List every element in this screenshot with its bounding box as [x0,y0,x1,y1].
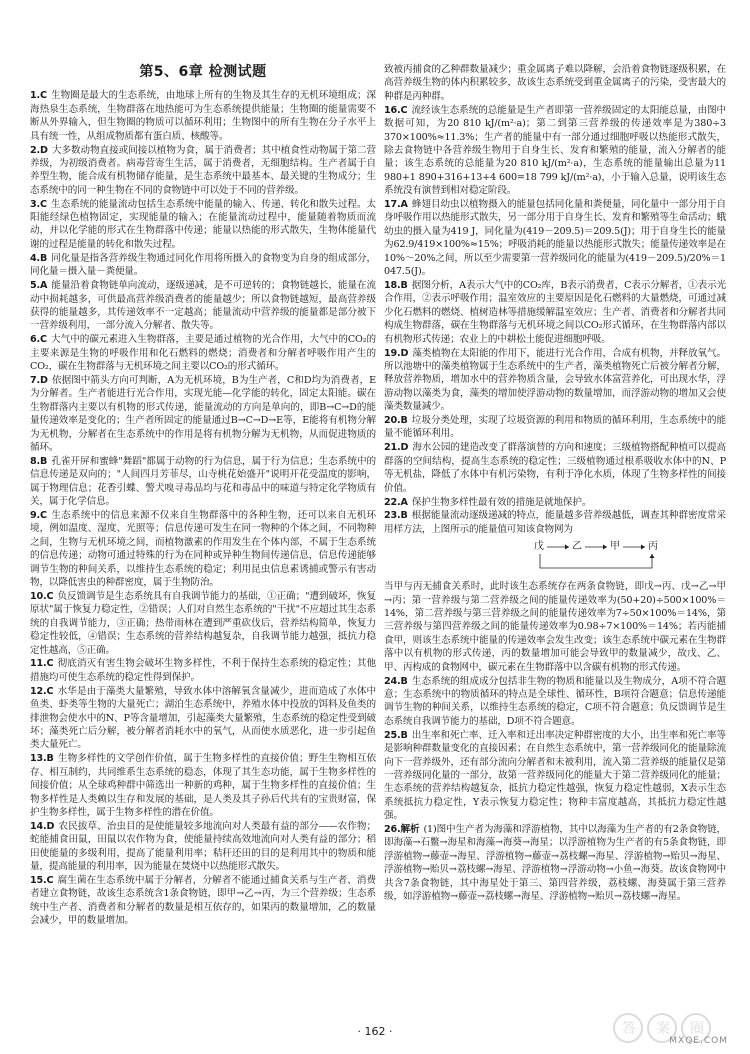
food-web-node: 戊 [534,541,544,553]
answer-item [384,104,726,198]
answer-item [384,580,726,674]
answer-number: 18.B [384,280,408,291]
answer-item [384,414,726,441]
answer-item [384,509,726,536]
answer-number: 10.C [30,590,54,602]
answer-number: 9.C [30,510,47,521]
answer-text: 生态系统的能量流动包括生态系统中能量的输入、传递、转化和散失过程。太阳能经绿色植物固定，实现能量的输入；在能量流动过程中，能量随着物质而流动，并以化学能的形式在生物群落中传递；能量以热能的形式散失，生物体能量代谢的过程是能量的转化和散失过程。 [30,198,376,250]
answer-number: 1.C [30,90,47,102]
answer-text: 据图分析，A表示大气中的CO₂库，B表示消费者，C表示分解者，①表示光合作用，②表示呼吸作用；温室效应的主要原因是化石燃料的大量燃烧，可通过减少化石燃料的燃烧、植树造林等措施缓解温室效应；生产者、消费者和分解者共同构成生物群落，碳在生物群落与无机环境之间以CO₂形式循环，在生物群落内部以有机物形式传递；农业上的中耕松土能促进细胞呼吸。 [384,280,726,345]
answer-text: 负反馈调节是生态系统具有自我调节能力的基础，①正确；"遭到破坏，恢复原状"属于恢复力稳定性，②错误；人们对自然生态系统的"干扰"不应超过其生态系统的自我调节能力，③正确；热带雨林在遭到严重砍伐后，营养结构简单，恢复力稳定性较低，④错误；生态系统的营养结构越复杂，自我调节能力越强，抵抗力稳定性越高，⑤正确。 [30,590,376,656]
answer-number: 6.C [30,334,47,346]
answer-number: 25.B [384,729,408,741]
answer-item [30,455,376,509]
answer-item [30,279,376,333]
answer-text: 同化量是指各营养级生物通过同化作用将所摄入的食物变为自身的组成部分，同化量＝摄入量－粪便量。 [30,252,376,278]
answer-item [30,89,376,143]
answer-text: 生物圈是最大的生态系统，由地球上所有的生物及其生存的无机环境组成；深海热泉生态系统，生物群落在地热能可为生态系统提供能量；生物圈的能量需要不断从外界输入，但生物圈的物质可以循环利用；生物图中的所有生物在分子水平上具有统一性，从组成物质都有蛋白质、核酸等。 [30,90,376,142]
answer-text: 藻类植物在太阳能的作用下，能进行光合作用，合成有机物，并释放氧气。所以池塘中的藻类植物属于生态系统中的生产者，藻类植物死亡后被分解者分解，释放营养物质，增加水中的营养物质含量，会导致水体富营养化，可出现水华，浮游动物以藻类为食，藻类的增加使浮游动物的数量增加，而浮游动物的增加又会使藻类数量减少。 [384,347,726,413]
answer-item [30,198,376,252]
page-title: 第5、6章 检测试题 [139,64,267,80]
answer-item [30,509,376,589]
food-web-node: 乙 [572,541,582,553]
answer-text: 当甲与丙无捕食关系时，此时该生态系统存在两条食物链，即戊→丙、戊→乙→甲→丙；第一营养级与第二营养级之间的能量传递效率为(50+20)÷500×100%＝14%，第二营养级与第三营养级之间的能量传递效率为7÷50×100%＝14%，第三营养级与第四营养级之间的能量传递效率为0.98÷7×100%＝14%；若丙能捕食甲，则该生态系统中能量的传递效率会发生改变；该生态系统中碳元素在生物群落中以有机物的形式传递，丙的数量增加可能会导致甲的数量减少，故戊、乙、甲、丙构成的食物网中，碳元素在生物群落中以含碳有机物的形式传递。 [384,581,726,673]
answer-number: 20.B [384,415,408,427]
answer-text: 彻底消灭有害生物会破坏生物多样性，不利于保持生态系统的稳定性；其他措施均可使生态系统的稳定性得到保护。 [30,658,376,683]
answer-text: 生物多样性的文学创作价值，属于生物多样性的直接价值；野生生物相互依存、相互制约，共同维系生态系统的稳态，体现了其生态功能，属于生物多样性的间接价值；从全球鸡种群中筛选出一种新的鸡种，属于生物多样性的直接价值；生物多样性是人类赖以生存和发展的基础，是人类及其子孙后代共有的宝贵财富，保护生物多样性，属于生物多样性的潜在价值。 [30,753,376,818]
answer-item [384,198,726,278]
answer-number: 8.B [30,455,48,467]
answer-text: 生态系统中的信息来源不仅来自生物群落中的各种生物，还可以来自无机环境，例如温度、湿度、光照等；信息传递可发生在同一物种的个体之间，不同物种之间，生物与无机环境之间，而植物激素的作用发生在个体内部，不属于生态系统的信息传递；动物可通过特殊的行为在同种或异种生物间传递信息，信息传递能够调节生物的种间关系，以维持生态系统的稳定；利用昆虫信息素诱捕或警示有害动物，以降低害虫的种群密度，属于生物防治。 [30,510,376,589]
answer-item [30,252,376,279]
answer-number: 24.B [384,675,408,687]
answer-number: 7.D [30,374,48,386]
answer-item [384,823,726,903]
food-web-node: 甲 [610,541,620,553]
answer-number: 16.C [384,104,408,116]
answer-number: 15.C [30,874,54,886]
answer-number: 26.解析 [384,824,420,836]
answer-text: 大多数动物直接或间接以植物为食，属于消费者；其中植食性动物属于第二营养级，为初级消费者。病毒营寄生生活，属于消费者，无细胞结构。生产者属于自养型生物，能合成有机物储存能量，是生态系统中最基本、最关键的生物成分；生态系统中的同一种生物在不同的食物链中可以处于不同的营养级。 [30,144,376,196]
answer-number: 5.A [30,280,48,292]
answer-number: 13.B [30,753,54,765]
answer-number: 22.A [384,496,408,508]
answer-text: 海水公园的建造改变了群落演替的方向和速度；三级植物搭配种植可以提高群落的空间结构，提高生态系统的稳定性；三级植物通过根系吸收水体中的N、P等无机盐，降低了水体中有机污染物，有利于净化水质，体现了生物多样性的间接价值。 [384,442,726,494]
answer-item [30,590,376,657]
answer-item [384,279,726,346]
answer-list-right [384,63,726,903]
answer-text: 根据能量流动逐级递减的特点，能量越多营养级越低，调查其种群密度常采用样方法，上图所示的能量值可知该食物网为 [384,510,726,535]
answer-item [384,675,726,729]
answer-text: 腐生菌在生态系统中属于分解者，分解者不能通过捕食关系与生产者、消费者建立食物链，故该生态系统含1条食物链，即甲→乙→丙，为三个营养级；生态系统中生产者、消费者和分解者的数量是相互依存的，如果丙的数量增加，乙的数量会减少，甲的数量增加。 [30,874,376,927]
answer-item [384,496,726,509]
food-web-diagram [384,538,726,578]
answer-text: 大气中的碳元素进入生物群落，主要是通过植物的光合作用，大气中的CO₂的主要来源是生物的呼吸作用和化石燃料的燃烧；消费者和分解者呼吸作用产生的CO₂，碳在生物群落与无机环境之间主要以CO₂的形式循环。 [30,334,376,373]
page-number: · 162 · [357,1025,393,1038]
answer-text: 出生率和死亡率、迁入率和迁出率决定种群密度的大小，出生率和死亡率等是影响种群数量变化的直接因素；在自然生态系统中，第一营养级同化的能量除流向下一营养级外，还有部分流向分解者和未被利用，流入第二营养级的能量仅是第一营养级同化量的一部分，故第一营养级同化的能量大于第二营养级同化的能量；生态系统的营养结构越复杂，抵抗力稳定性越强，恢复力稳定性越弱，X表示生态系统抵抗力稳定性，Y表示恢复力稳定性；物种丰富度越高，其抵抗力稳定性越强。 [384,729,726,822]
answer-item [30,333,376,373]
answer-number: 2.D [30,144,48,156]
answer-text: 流经该生态系统的总能量是生产者即第一营养级固定的太阳能总量，由图中数据可知，为20 810 kJ/(m²·a)；第二到第三营养级的传递效率是为380÷3 370×100%≈11.3%；生产者的能量中有一部分通过细胞呼吸以热能形式散失，除去食物链中各营养级生物用于自身生长、发育和繁殖的能量，流入分解者的能量；该生态系统的总能量为20 810 kJ/(m²·a)，生态系统的能量输出总量为11 980+1 890+316+13+4 600=18 799 kJ/(m²·a)，小于输入总量，说明该生态系统没有演替到相对稳定阶段。 [384,104,726,197]
answer-text: 水华是由于藻类大量繁殖，导致水体中溶解氧含量减少，进而造成了水体中鱼类、虾类等生物的大量死亡；湖泊生态系统中，养殖水体中投放的饵料及鱼类的排泄物会使水中的N、P等含量增加，引起藻类大量繁殖，生态系统的稳定性受到破坏；藻类死亡后分解，被分解者消耗水中的氧气，从而使水质恶化，进一步引起鱼类大量死亡。 [30,685,376,751]
answer-text: 生态系统的组成成分包括非生物的物质和能量以及生物成分，A项不符合题意；生态系统中的物质循环的特点是全球性、循环性，B项符合题意；信息传递能调节生物的种间关系，以维持生态系统的稳定，C项不符合题意；负反馈调节是生态系统自我调节能力的基础，D项不符合题意。 [384,675,726,727]
answer-text: 能量沿着食物链单向流动，逐级递减，是不可逆转的；食物链越长，能量在流动中损耗越多，可供最高营养级消费者的能量越少；所以食物链越短，最高营养级获得的能量越多，其传递效率不一定越高；能量流动中营养级的能量都是部分被下一营养级利用，一部分流入分解者、散失等。 [30,280,376,332]
answer-text: 保护生物多样性最有效的措施是就地保护。 [411,496,592,508]
food-web-node: 丙 [648,541,658,553]
answer-text: 依据图中箭头方向可判断，A为无机环境，B为生产者，C和D均为消费者，E为分解者。生产者能进行光合作用，实现光能—化学能的转化，固定太阳能。碳在生物群落内主要以有机物的形式传递，能量流动的方向是单向的，即B→C→D的能量传递效率是变化的；生产者所固定的能量通过B→C→D→E等，E能将有机物分解为无机物，分解者在生态系统中的作用是将有机物分解为无机物，从而促进物质的循环。 [30,374,376,453]
answer-list-left [30,89,376,927]
answer-number: 3.C [30,198,47,210]
answer-number: 21.D [384,442,409,454]
svg-text:圈: 圈 [690,1021,704,1037]
answer-item [30,657,376,684]
answer-item [384,441,726,495]
answer-number: 23.B [384,510,408,522]
answer-text: 致被丙捕食的乙种群数量减少；重金属离子难以降解，会沿着食物链逐级积累，在高营养级生物的体内积累较多，故该生态系统受到重金属离子的污染，受害最大的种群是丙种群。 [384,64,726,102]
answer-text: 农民拔草、治虫目的是使能量较多地流向对人类最有益的部分——农作物；蛇能捕食田鼠，田鼠以农作物为食，使能量持续高效地流向对人类有益的部分；稻田使能量的多级利用，提高了能量利用率；秸秆还田的目的是利用其中的物质和能量，提高能量的利用率，因为能量在焚烧中以热能形式散失。 [30,820,376,873]
right-column [384,0,726,904]
svg-text:案: 案 [656,1021,670,1037]
left-column [30,0,376,928]
answer-text: 垃圾分类处理，实现了垃圾资源的利用和物质的循环利用，生态系统中的能量不能循环利用。 [384,415,726,440]
answer-number: 11.C [30,658,54,670]
answer-number: 4.B [30,252,48,264]
food-web-arrows [384,538,684,578]
answer-item [30,752,376,819]
answer-item [30,874,376,928]
watermark-text: MXQE.COM [669,1036,728,1046]
answer-item [30,685,376,752]
answer-text: 蜂翅目幼虫以植物摄入的能量包括同化量和粪便量，同化量中一部分用于自身呼吸作用以热能形式散失，另一部分用于自身生长、发育和繁殖等生命活动；蛾幼虫的摄入量为419 J，同化量为(419－209.5)＝209.5(J)；用于自身生长的能量为62.9/419×100%≈15%；呼吸消耗的能量以热能形式散失；能量传递效率是在10%～20%之间，所以至少需要第一营养级同化的能量为(419－209.5)/20%＝1 047.5(J)。 [384,199,726,278]
answer-item [30,374,376,454]
answer-number: 19.D [384,347,409,359]
svg-text:答: 答 [622,1021,636,1037]
answer-text: 孔雀开屏和蜜蜂"舞蹈"都属于动物的行为信息，属于行为信息；生态系统中的信息传递是双向的；"人间四月芳菲尽，山寺桃花始盛开"说明开花受温度的影响，属于物理信息；花香引蝶、警犬嗅寻毒品均与花和毒品中的味道与特定化学物质有关，属于化学信息。 [30,455,376,508]
answer-number: 17.A [384,199,408,211]
answer-number: 14.D [30,820,55,832]
answer-item [384,63,726,103]
answer-item [384,347,726,414]
answer-item [30,144,376,198]
answer-item [30,820,376,874]
answer-text: (1)图中生产者为海藻和浮游植物，其中以海藻为生产者的有2条食物链，即海藻→石鳖→海星和海藻→海葵→海星；以浮游植物为生产者的有5条食物链，即浮游植物→藤壶→海星、浮游植物→藤壶→荔枝螺→海星、浮游植物→贻贝→海星、浮游植物→贻贝→荔枝螺→海星、浮游植物→浮游动物→小鱼→海葵。故该食物网中共含7条食物链，其中海星处于第三、第四营养级，荔枝螺、海葵属于第三营养级，如浮游植物→藤壶→荔枝螺→海星、浮游植物→贻贝→荔枝螺→海星。 [384,824,727,903]
answer-item [384,729,726,823]
answer-number: 12.C [30,685,54,697]
